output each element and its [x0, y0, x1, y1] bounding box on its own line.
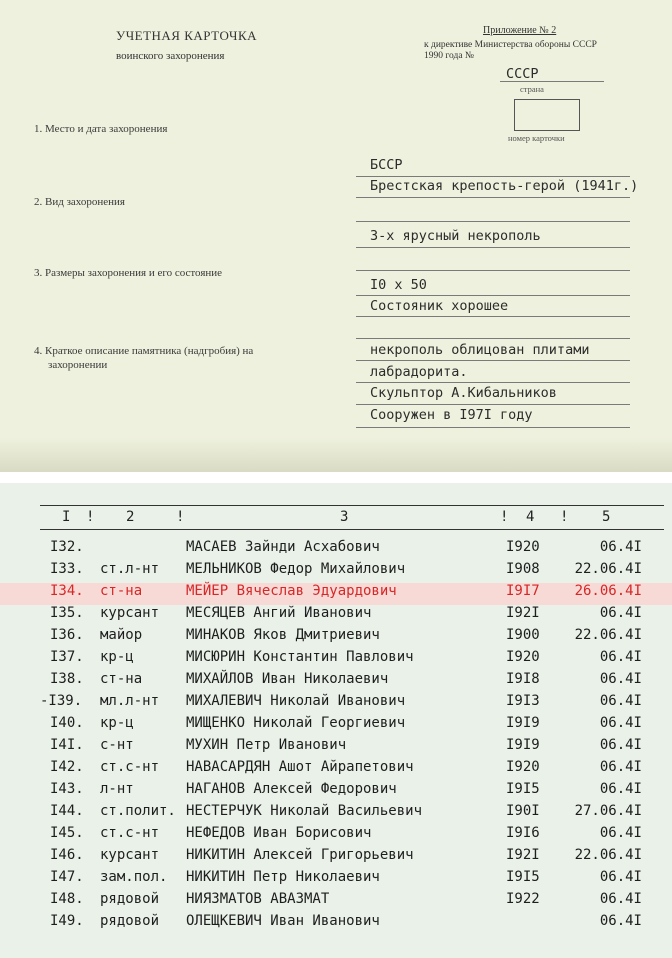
- card-subtitle: воинского захоронения: [116, 50, 225, 62]
- table-row: [0, 803, 672, 825]
- row-year: I92I: [506, 847, 540, 863]
- table-row: [0, 781, 672, 803]
- form-rule: [356, 338, 630, 339]
- form-rule: [356, 427, 630, 428]
- table-row: [0, 671, 672, 693]
- row-name: НИЯЗМАТОВ АВАЗМАТ: [186, 891, 330, 907]
- column-header-1: I: [62, 509, 71, 525]
- row-date: 22.06.4I: [574, 627, 642, 643]
- country-value: СССР: [506, 66, 539, 82]
- form-rule: [356, 270, 630, 271]
- form-rule: [356, 247, 630, 248]
- row-date: 06.4I: [599, 913, 642, 929]
- row-date: 27.06.4I: [574, 803, 642, 819]
- row-number: I38.: [50, 671, 84, 687]
- row-rank: л-нт: [100, 781, 134, 797]
- row-date: 06.4I: [599, 869, 642, 885]
- row-number: I33.: [50, 561, 84, 577]
- row-rank: курсант: [100, 847, 160, 863]
- country-rule: [500, 81, 604, 82]
- row-date: 06.4I: [599, 891, 642, 907]
- row-number: I32.: [50, 539, 84, 555]
- row-rank: ст-на: [100, 583, 143, 599]
- row-name: МИХАЛЕВИЧ Николай Иванович: [186, 693, 406, 709]
- row-year: I9I7: [506, 583, 540, 599]
- form-rule: [356, 176, 630, 177]
- row-number: I36.: [50, 627, 84, 643]
- row-date: 06.4I: [599, 605, 642, 621]
- row-date: 22.06.4I: [574, 847, 642, 863]
- row-year: I90I: [506, 803, 540, 819]
- table-row: [0, 561, 672, 583]
- typed-line: БССР: [370, 157, 403, 173]
- burial-name-list: [0, 483, 672, 958]
- table-row: [0, 759, 672, 781]
- row-number: I4I.: [50, 737, 84, 753]
- burial-record-card: [0, 0, 672, 472]
- row-name: НЕФЕДОВ Иван Борисович: [186, 825, 372, 841]
- row-number: I35.: [50, 605, 84, 621]
- form-rule: [356, 295, 630, 296]
- row-name: МЕСЯЦЕВ Ангий Иванович: [186, 605, 372, 621]
- field-label-monument-description: 4. Краткое описание памятника (надгробия) на: [34, 345, 254, 357]
- row-date: 26.06.4I: [574, 583, 642, 599]
- row-year: I9I3: [506, 693, 540, 709]
- column-header-4: 4: [526, 509, 535, 525]
- form-rule: [356, 404, 630, 405]
- typed-line: некрополь облицован плитами: [370, 342, 590, 358]
- table-row: [0, 891, 672, 913]
- column-separator: !: [560, 509, 569, 525]
- appendix-title: Приложение № 2: [483, 25, 557, 36]
- country-caption: страна: [520, 84, 544, 94]
- typed-line: Состояник хорошее: [370, 298, 509, 314]
- column-header-3: 3: [340, 509, 349, 525]
- field-label-monument-description-cont: захоронении: [48, 359, 108, 371]
- row-rank: ст.полит.: [100, 803, 176, 819]
- row-number: I43.: [50, 781, 84, 797]
- row-date: 06.4I: [599, 825, 642, 841]
- row-year: I908: [506, 561, 540, 577]
- row-year: I900: [506, 627, 540, 643]
- row-rank: мл.л-нт: [100, 693, 160, 709]
- row-rank: рядовой: [100, 913, 160, 929]
- row-year: I920: [506, 649, 540, 665]
- typed-line: лабрадорита.: [370, 364, 468, 380]
- column-separator: !: [176, 509, 185, 525]
- column-header-2: 2: [126, 509, 135, 525]
- card-title: УЧЕТНАЯ КАРТОЧКА: [116, 28, 258, 43]
- table-row: [0, 693, 672, 715]
- row-rank: кр-ц: [100, 715, 134, 731]
- row-name: МЕЛЬНИКОВ Федор Михайлович: [186, 561, 406, 577]
- row-date: 22.06.4I: [574, 561, 642, 577]
- table-row: [0, 627, 672, 649]
- row-name: МИЩЕНКО Николай Георгиевич: [186, 715, 406, 731]
- row-name: МАСАЕВ Зайнди Асхабович: [186, 539, 380, 555]
- row-name: НАГАНОВ Алексей Федорович: [186, 781, 397, 797]
- row-name: ОЛЕЩКЕВИЧ Иван Иванович: [186, 913, 380, 929]
- form-rule: [356, 221, 630, 222]
- row-name: НАВАСАРДЯН Ашот Айрапетович: [186, 759, 414, 775]
- typed-line: 3-х ярусный некрополь: [370, 228, 541, 244]
- table-row: [0, 715, 672, 737]
- row-number: I49.: [50, 913, 84, 929]
- row-number: I45.: [50, 825, 84, 841]
- row-rank: ст.с-нт: [100, 825, 160, 841]
- row-name: МУХИН Петр Иванович: [186, 737, 347, 753]
- row-number: I40.: [50, 715, 84, 731]
- row-name: НЕСТЕРЧУК Николай Васильевич: [186, 803, 423, 819]
- table-row: [0, 649, 672, 671]
- table-row: [0, 539, 672, 561]
- row-date: 06.4I: [599, 539, 642, 555]
- row-rank: курсант: [100, 605, 160, 621]
- row-number: I42.: [50, 759, 84, 775]
- field-label-burial-place: 1. Место и дата захоронения: [34, 123, 168, 135]
- row-year: I9I5: [506, 869, 540, 885]
- row-rank: ст.л-нт: [100, 561, 160, 577]
- card-number-box: [514, 99, 580, 131]
- table-row-highlighted: [0, 583, 672, 605]
- row-date: 06.4I: [599, 649, 642, 665]
- typed-line: Сооружен в I97I году: [370, 407, 533, 423]
- row-name: МИНАКОВ Яков Дмитриевич: [186, 627, 380, 643]
- typed-line: Брестская крепость-герой (1941г.): [370, 178, 639, 194]
- row-year: I920: [506, 539, 540, 555]
- form-rule: [356, 197, 630, 198]
- row-year: I92I: [506, 605, 540, 621]
- table-row: [0, 825, 672, 847]
- row-number: I34.: [50, 583, 84, 599]
- row-name: МЕЙЕР Вячеслав Эдуардович: [186, 583, 397, 599]
- row-date: 06.4I: [599, 781, 642, 797]
- field-label-burial-size: 3. Размеры захоронения и его состояние: [34, 267, 223, 279]
- table-row: [0, 847, 672, 869]
- typed-line: I0 x 50: [370, 277, 427, 293]
- row-number: I48.: [50, 891, 84, 907]
- row-year: I9I5: [506, 781, 540, 797]
- card-number-caption: номер карточки: [508, 133, 565, 143]
- form-rule: [356, 360, 630, 361]
- row-number: I37.: [50, 649, 84, 665]
- card-fold-shadow: [0, 438, 672, 472]
- header-bottom-rule: [40, 529, 664, 530]
- row-name: НИКИТИН Петр Николаевич: [186, 869, 380, 885]
- form-rule: [356, 316, 630, 317]
- row-number: -I39.: [40, 693, 83, 709]
- typed-line: Скульптор А.Кибальников: [370, 385, 557, 401]
- field-label-burial-type: 2. Вид захоронения: [34, 196, 125, 208]
- row-date: 06.4I: [599, 759, 642, 775]
- column-separator: !: [86, 509, 95, 525]
- row-name: МИСЮРИН Константин Павлович: [186, 649, 414, 665]
- row-year: I922: [506, 891, 540, 907]
- row-year: I920: [506, 759, 540, 775]
- row-year: I9I8: [506, 671, 540, 687]
- row-rank: рядовой: [100, 891, 160, 907]
- row-number: I47.: [50, 869, 84, 885]
- row-rank: с-нт: [100, 737, 134, 753]
- row-rank: майор: [100, 627, 143, 643]
- row-date: 06.4I: [599, 693, 642, 709]
- row-name: МИХАЙЛОВ Иван Николаевич: [186, 671, 389, 687]
- header-top-rule: [40, 505, 664, 506]
- appendix-line-2: 1990 года №: [424, 51, 475, 61]
- row-rank: ст.с-нт: [100, 759, 160, 775]
- table-row: [0, 605, 672, 627]
- row-date: 06.4I: [599, 715, 642, 731]
- column-separator: !: [500, 509, 509, 525]
- table-row: [0, 869, 672, 891]
- row-year: I9I9: [506, 737, 540, 753]
- row-rank: зам.пол.: [100, 869, 168, 885]
- row-number: I44.: [50, 803, 84, 819]
- form-rule: [356, 382, 630, 383]
- column-header-5: 5: [602, 509, 611, 525]
- row-year: I9I9: [506, 715, 540, 731]
- row-rank: кр-ц: [100, 649, 134, 665]
- appendix-line-1: к директиве Министерства обороны СССР: [424, 40, 597, 50]
- table-row: [0, 913, 672, 935]
- row-name: НИКИТИН Алексей Григорьевич: [186, 847, 414, 863]
- table-row: [0, 737, 672, 759]
- row-year: I9I6: [506, 825, 540, 841]
- row-date: 06.4I: [599, 737, 642, 753]
- row-date: 06.4I: [599, 671, 642, 687]
- row-rank: ст-на: [100, 671, 143, 687]
- row-number: I46.: [50, 847, 84, 863]
